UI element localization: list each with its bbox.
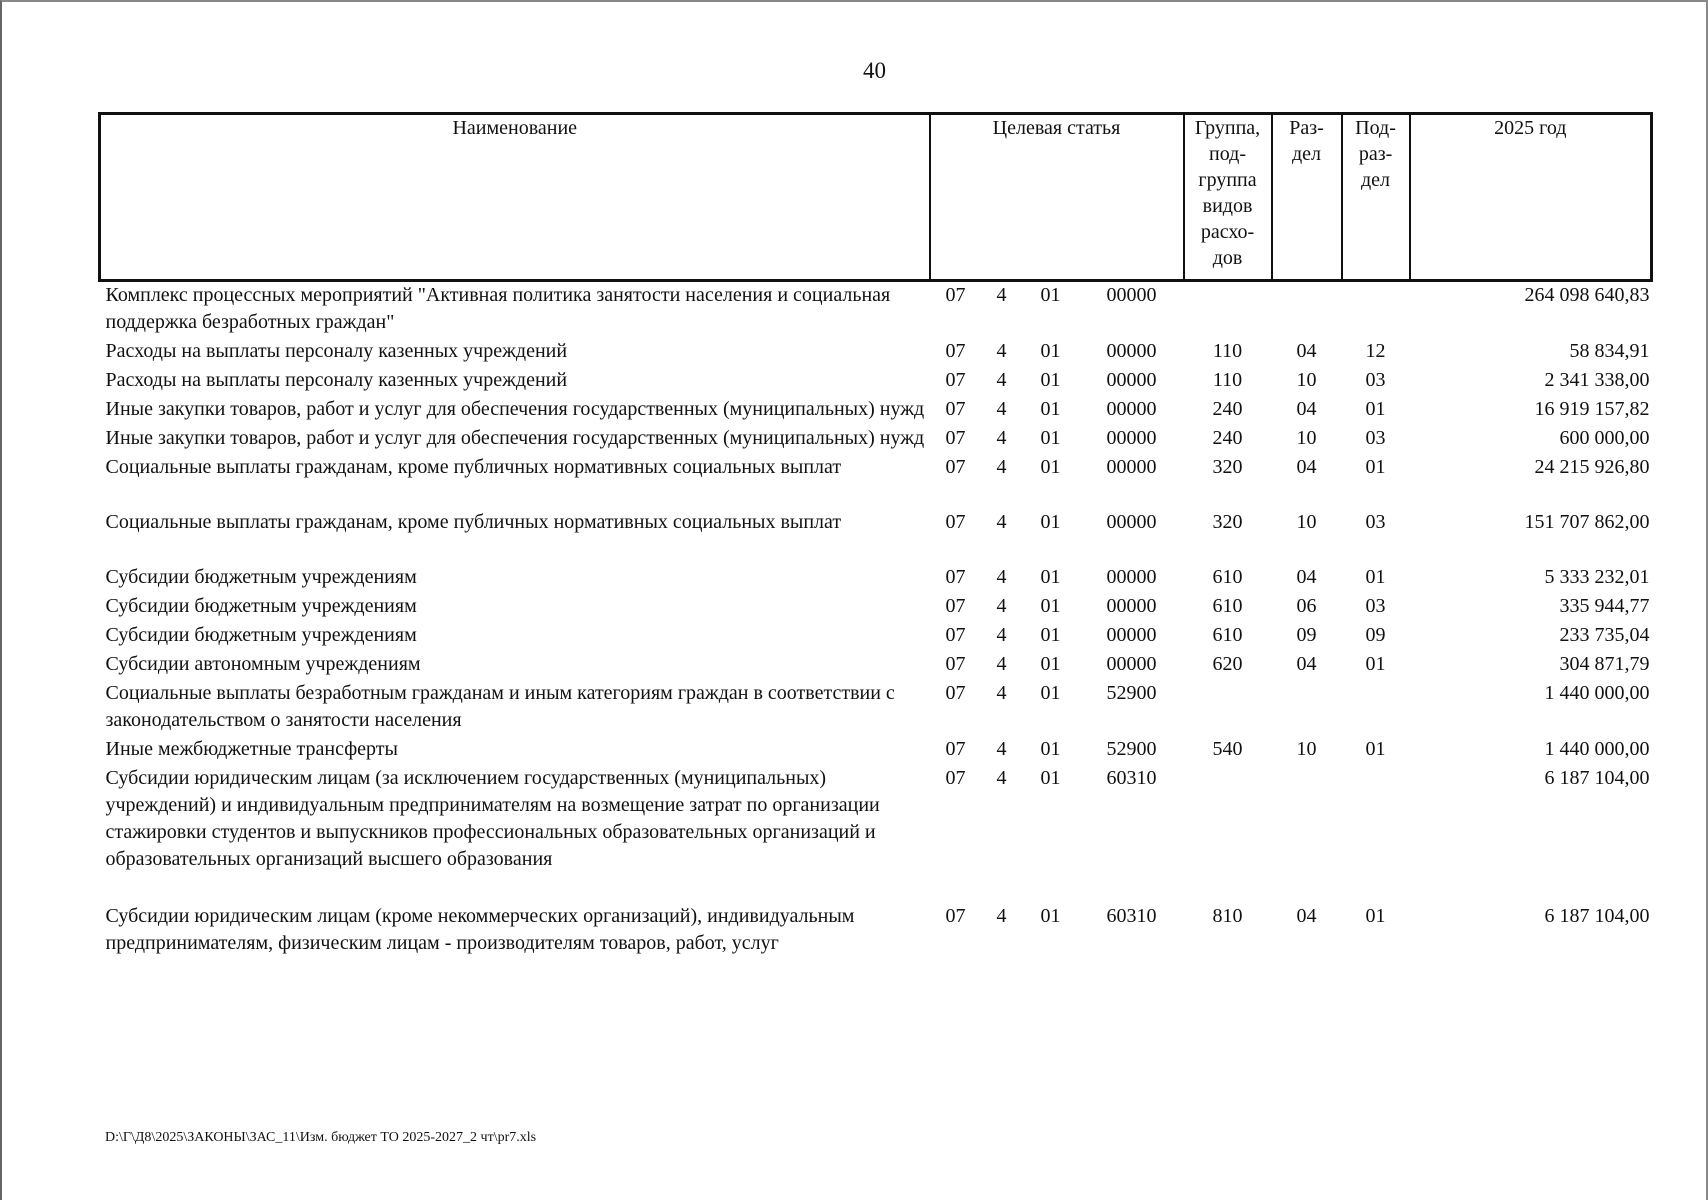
target-article-item: 01 xyxy=(1040,427,1061,449)
table-row xyxy=(100,564,1652,593)
subsection-code: 01 xyxy=(1365,456,1386,478)
table-row xyxy=(100,736,1652,765)
amount-2025: 304 871,79 xyxy=(1559,653,1650,675)
target-article-type: 4 xyxy=(996,682,1007,704)
target-article-type: 4 xyxy=(996,566,1007,588)
row-name: Социальные выплаты гражданам, кроме публичных нормативных социальных выплат xyxy=(105,456,842,478)
target-article-program: 07 xyxy=(945,456,966,478)
table-row xyxy=(100,338,1652,367)
header-group-line: под- xyxy=(1209,143,1247,165)
section-code: 04 xyxy=(1296,905,1317,927)
section-code: 04 xyxy=(1296,566,1317,588)
target-article-program: 07 xyxy=(945,398,966,420)
amount-2025: 1 440 000,00 xyxy=(1544,682,1650,704)
table-row xyxy=(100,765,1652,903)
row-name: Субсидии юридическим лицам (кроме некоммерческих организаций), индивидуальным предпринимателям, физическим лицам - производителям товаров, работ, услуг xyxy=(105,905,855,954)
table-row xyxy=(100,622,1652,651)
amount-2025: 58 834,91 xyxy=(1569,340,1650,362)
expense-group: 240 xyxy=(1212,398,1243,420)
row-name: Субсидии бюджетным учреждениям xyxy=(105,624,417,646)
expense-group: 240 xyxy=(1212,427,1243,449)
amount-2025: 6 187 104,00 xyxy=(1544,905,1650,927)
header-section-line: дел xyxy=(1292,143,1322,165)
target-article-item: 01 xyxy=(1040,767,1061,789)
expense-group xyxy=(1184,281,1272,339)
target-article-type: 4 xyxy=(996,284,1007,306)
expense-group: 110 xyxy=(1212,340,1243,362)
target-article-type: 4 xyxy=(996,653,1007,675)
target-article-type: 4 xyxy=(996,767,1007,789)
target-article-direction: 00000 xyxy=(1106,595,1157,617)
row-name: Расходы на выплаты персоналу казенных учреждений xyxy=(105,369,568,391)
amount-2025: 1 440 000,00 xyxy=(1544,738,1650,760)
section-code xyxy=(1272,680,1342,736)
table-header xyxy=(100,114,1652,281)
section-code: 04 xyxy=(1296,398,1317,420)
section-code: 10 xyxy=(1296,427,1317,449)
subsection-code: 03 xyxy=(1365,595,1386,617)
target-article-type: 4 xyxy=(996,738,1007,760)
table-row xyxy=(100,680,1652,736)
target-article-type: 4 xyxy=(996,427,1007,449)
amount-2025: 335 944,77 xyxy=(1559,595,1650,617)
row-name: Иные закупки товаров, работ и услуг для обеспечения государственных (муниципальных) нужд xyxy=(105,398,925,420)
target-article-program: 07 xyxy=(945,682,966,704)
target-article-type: 4 xyxy=(996,398,1007,420)
header-group-line: расхо- xyxy=(1200,221,1255,243)
target-article-program: 07 xyxy=(945,738,966,760)
target-article-item: 01 xyxy=(1040,456,1061,478)
row-name: Субсидии бюджетным учреждениям xyxy=(105,566,417,588)
expense-group: 320 xyxy=(1212,511,1243,533)
subsection-code: 01 xyxy=(1365,398,1386,420)
target-article-direction: 52900 xyxy=(1106,682,1157,704)
row-name: Комплекс процессных мероприятий "Активная политика занятости населения и социальная поддержка безработных граждан" xyxy=(105,284,891,333)
subsection-code: 03 xyxy=(1365,369,1386,391)
target-article-item: 01 xyxy=(1040,653,1061,675)
section-code: 04 xyxy=(1296,653,1317,675)
table-row xyxy=(100,454,1652,509)
section-code: 10 xyxy=(1296,369,1317,391)
target-article-item: 01 xyxy=(1040,682,1061,704)
target-article-item: 01 xyxy=(1040,398,1061,420)
target-article-program: 07 xyxy=(945,595,966,617)
expense-group: 610 xyxy=(1212,566,1243,588)
expense-group xyxy=(1184,765,1272,903)
table-row xyxy=(100,281,1652,339)
amount-2025: 264 098 640,83 xyxy=(1524,284,1650,306)
table-row xyxy=(100,367,1652,396)
target-article-program: 07 xyxy=(945,566,966,588)
subsection-code: 03 xyxy=(1365,427,1386,449)
target-article-direction: 00000 xyxy=(1106,398,1157,420)
amount-2025: 233 735,04 xyxy=(1559,624,1650,646)
target-article-item: 01 xyxy=(1040,624,1061,646)
target-article-type: 4 xyxy=(996,340,1007,362)
target-article-type: 4 xyxy=(996,511,1007,533)
subsection-code: 03 xyxy=(1365,511,1386,533)
subsection-code: 01 xyxy=(1365,738,1386,760)
table-body xyxy=(100,281,1652,960)
header-target-article: Целевая статья xyxy=(930,114,1184,281)
budget-table xyxy=(98,112,1653,959)
amount-2025: 24 215 926,80 xyxy=(1534,456,1650,478)
section-code: 06 xyxy=(1296,595,1317,617)
header-group-line: группа xyxy=(1198,169,1257,191)
header-group-line: Группа, xyxy=(1194,117,1261,139)
row-name: Расходы на выплаты персоналу казенных учреждений xyxy=(105,340,568,362)
section-code: 04 xyxy=(1296,340,1317,362)
target-article-type: 4 xyxy=(996,595,1007,617)
amount-2025: 2 341 338,00 xyxy=(1544,369,1650,391)
target-article-direction: 00000 xyxy=(1106,511,1157,533)
target-article-item: 01 xyxy=(1040,369,1061,391)
subsection-code: 01 xyxy=(1365,905,1386,927)
target-article-type: 4 xyxy=(996,624,1007,646)
expense-group: 810 xyxy=(1212,905,1243,927)
expense-group: 540 xyxy=(1212,738,1243,760)
row-name: Субсидии юридическим лицам (за исключением государственных (муниципальных) учреждений) и индивидуальным предпринимателям на возмещение затрат по организации стажировки студентов и выпускников профессиональных образовательных организаций и образовательных организаций высшего образования xyxy=(105,767,880,870)
target-article-program: 07 xyxy=(945,284,966,306)
subsection-code xyxy=(1342,281,1410,339)
target-article-direction: 00000 xyxy=(1106,456,1157,478)
table-row xyxy=(100,651,1652,680)
header-subsection-line: раз- xyxy=(1358,143,1393,165)
section-code xyxy=(1272,765,1342,903)
amount-2025: 6 187 104,00 xyxy=(1544,767,1650,789)
expense-group: 610 xyxy=(1212,595,1243,617)
target-article-type: 4 xyxy=(996,369,1007,391)
section-code: 10 xyxy=(1296,738,1317,760)
expense-group: 620 xyxy=(1212,653,1243,675)
amount-2025: 16 919 157,82 xyxy=(1534,398,1650,420)
row-name: Субсидии автономным учреждениям xyxy=(105,653,421,675)
header-group xyxy=(1184,114,1272,281)
footer-file-path: D:\Г\Д8\2025\ЗАКОНЫ\ЗАС_11\Изм. бюджет ТО 2025-2027_2 чт\pr7.xls xyxy=(105,1130,537,1145)
page-number: 40 xyxy=(863,58,886,83)
target-article-item: 01 xyxy=(1040,284,1061,306)
row-name: Иные межбюджетные трансферты xyxy=(105,738,398,760)
header-subsection-line: дел xyxy=(1361,169,1391,191)
target-article-direction: 00000 xyxy=(1106,340,1157,362)
table-row xyxy=(100,396,1652,425)
target-article-item: 01 xyxy=(1040,738,1061,760)
target-article-item: 01 xyxy=(1040,905,1061,927)
target-article-program: 07 xyxy=(945,624,966,646)
target-article-direction: 00000 xyxy=(1106,369,1157,391)
subsection-code: 01 xyxy=(1365,566,1386,588)
section-code xyxy=(1272,281,1342,339)
section-code: 10 xyxy=(1296,511,1317,533)
header-year: 2025 год xyxy=(1410,114,1652,281)
section-code: 04 xyxy=(1296,456,1317,478)
target-article-direction: 60310 xyxy=(1106,905,1157,927)
row-name: Субсидии бюджетным учреждениям xyxy=(105,595,417,617)
amount-2025: 151 707 862,00 xyxy=(1524,511,1650,533)
target-article-type: 4 xyxy=(996,456,1007,478)
subsection-code xyxy=(1342,680,1410,736)
header-group-line: дов xyxy=(1212,247,1243,269)
target-article-item: 01 xyxy=(1040,340,1061,362)
header-section-line: Раз- xyxy=(1289,117,1324,139)
target-article-item: 01 xyxy=(1040,511,1061,533)
target-article-direction: 00000 xyxy=(1106,427,1157,449)
table-row xyxy=(100,425,1652,454)
target-article-direction: 00000 xyxy=(1106,653,1157,675)
target-article-program: 07 xyxy=(945,511,966,533)
header-subsection-line: Под- xyxy=(1355,117,1396,139)
target-article-item: 01 xyxy=(1040,566,1061,588)
row-name: Иные закупки товаров, работ и услуг для обеспечения государственных (муниципальных) нужд xyxy=(105,427,925,449)
header-group-line: видов xyxy=(1202,195,1253,217)
subsection-code xyxy=(1342,765,1410,903)
table-row xyxy=(100,509,1652,564)
header-name: Наименование xyxy=(100,114,930,281)
subsection-code: 01 xyxy=(1365,653,1386,675)
expense-group: 610 xyxy=(1212,624,1243,646)
row-name: Социальные выплаты безработным гражданам и иным категориям граждан в соответствии с законодательством о занятости населения xyxy=(105,682,895,731)
target-article-direction: 00000 xyxy=(1106,284,1157,306)
expense-group: 320 xyxy=(1212,456,1243,478)
subsection-code: 12 xyxy=(1365,340,1386,362)
target-article-program: 07 xyxy=(945,653,966,675)
target-article-direction: 00000 xyxy=(1106,624,1157,646)
header-subsection xyxy=(1342,114,1410,281)
target-article-program: 07 xyxy=(945,767,966,789)
expense-group: 110 xyxy=(1212,369,1243,391)
target-article-program: 07 xyxy=(945,905,966,927)
expense-group xyxy=(1184,680,1272,736)
row-name: Социальные выплаты гражданам, кроме публичных нормативных социальных выплат xyxy=(105,511,842,533)
subsection-code: 09 xyxy=(1365,624,1386,646)
target-article-direction: 60310 xyxy=(1106,767,1157,789)
target-article-program: 07 xyxy=(945,340,966,362)
target-article-program: 07 xyxy=(945,369,966,391)
section-code: 09 xyxy=(1296,624,1317,646)
table-row xyxy=(100,903,1652,959)
target-article-direction: 00000 xyxy=(1106,566,1157,588)
amount-2025: 5 333 232,01 xyxy=(1544,566,1650,588)
target-article-direction: 52900 xyxy=(1106,738,1157,760)
table-row xyxy=(100,593,1652,622)
amount-2025: 600 000,00 xyxy=(1559,427,1650,449)
target-article-program: 07 xyxy=(945,427,966,449)
header-section xyxy=(1272,114,1342,281)
target-article-item: 01 xyxy=(1040,595,1061,617)
target-article-type: 4 xyxy=(996,905,1007,927)
